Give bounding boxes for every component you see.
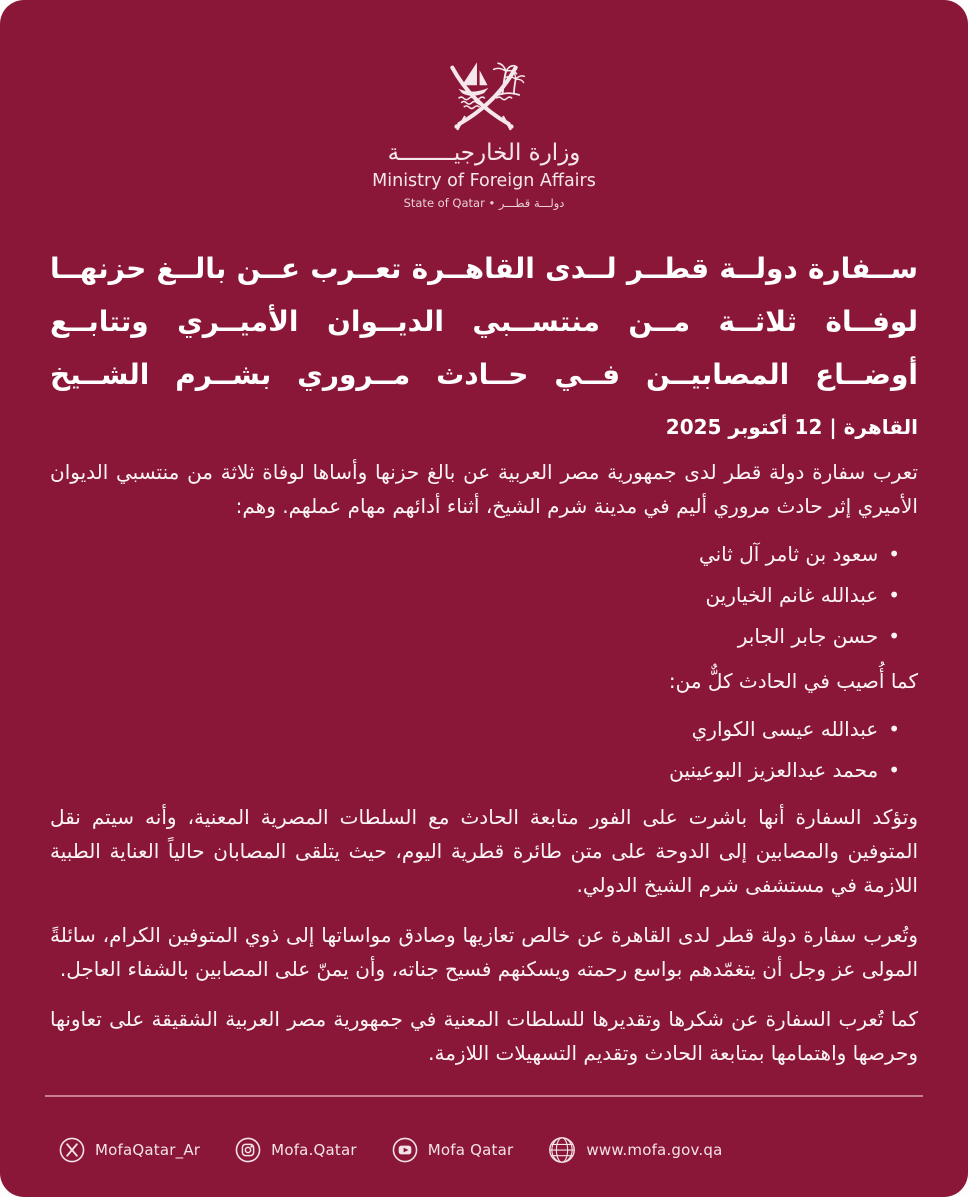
headline-line-1: ســفارة دولــة قطــر لــدى القاهــرة تعــرب عــن بالــغ حزنهــا — [50, 252, 918, 285]
instagram-handle-label: Mofa.Qatar — [271, 1141, 357, 1159]
x-account-link[interactable] — [58, 1136, 200, 1164]
statement-headline — [50, 242, 918, 401]
mofa-logo-block — [50, 0, 918, 210]
state-of-qatar-line: State of Qatar • دولـــة قطـــر — [403, 196, 565, 210]
headline-line-3: أوضــاع المصابيــن فــي حــادث مــروري بشــرم الشــيخ — [50, 358, 918, 391]
instagram-icon — [234, 1136, 262, 1164]
list-item-injured-1: • عبدالله عيسى الكواري — [50, 716, 918, 743]
dateline: القاهرة | 12 أكتوبر 2025 — [665, 415, 918, 439]
youtube-handle-label: Mofa Qatar — [427, 1141, 514, 1159]
list-item-deceased-2: • عبدالله غانم الخيارين — [50, 582, 918, 609]
website-label: www.mofa.gov.qa — [586, 1141, 723, 1159]
youtube-icon — [391, 1136, 419, 1164]
list-item-deceased-3: • حسن جابر الجابر — [50, 623, 918, 650]
paragraph-intro: تعرب سفارة دولة قطر لدى جمهورية مصر العربية عن بالغ حزنها وأساها لوفاة ثلاثة من منتسبي الديوان الأميري إثر حادث مروري أليم في مدينة شرم الشيخ، أثناء أدائهم مهام عملهم. وهم: — [50, 460, 918, 518]
list-item-deceased-1: • سعود بن ثامر آل ثاني — [50, 541, 918, 568]
injured-intro-line: كما أُصيب في الحادث كلٌّ من: — [668, 669, 918, 693]
injured-list — [50, 716, 918, 784]
qatar-emblem-icon — [425, 50, 543, 138]
instagram-account-link[interactable] — [234, 1136, 357, 1164]
deceased-list — [50, 541, 918, 650]
footer-divider — [45, 1095, 923, 1097]
social-footer — [58, 1135, 918, 1165]
list-item-injured-2: • محمد عبدالعزيز البوعينين — [50, 757, 918, 784]
globe-icon — [547, 1135, 577, 1165]
youtube-account-link[interactable] — [391, 1136, 514, 1164]
paragraph-followup: وتؤكد السفارة أنها باشرت على الفور متابعة الحادث مع السلطات المصرية المعنية، وأنه سيتم نقل المتوفين والمصابين إلى الدوحة على متن طائرة قطرية اليوم، حيث يتلقى المصابان حالياً العناية الطبية اللازمة في مستشفى شرم الشيخ الدولي. — [50, 805, 918, 897]
paragraph-condolences: وتُعرب سفارة دولة قطر لدى القاهرة عن خالص تعازيها وصادق مواساتها إلى ذوي المتوفين الكرام، سائلةً المولى عز وجل أن يتغمّدهم بواسع رحمته ويسكنهم فسيح جناته، وأن يمنّ على المصابين بالشفاء العاجل. — [50, 923, 918, 981]
ministry-name-arabic: وزارة الخارجيــــــــة — [387, 140, 581, 166]
x-handle-label: MofaQatar_Ar — [95, 1141, 201, 1159]
x-icon — [58, 1136, 86, 1164]
website-link[interactable] — [547, 1135, 722, 1165]
headline-line-2: لوفــاة ثلاثــة مــن منتســبي الديــوان الأميــري وتتابــع — [50, 305, 918, 338]
paragraph-thanks: كما تُعرب السفارة عن شكرها وتقديرها للسلطات المعنية في جمهورية مصر العربية الشقيقة على تعاونها وحرصها واهتمامها بمتابعة الحادث وتقديم التسهيلات اللازمة. — [50, 1007, 918, 1065]
ministry-name-english: Ministry of Foreign Affairs — [372, 171, 596, 191]
